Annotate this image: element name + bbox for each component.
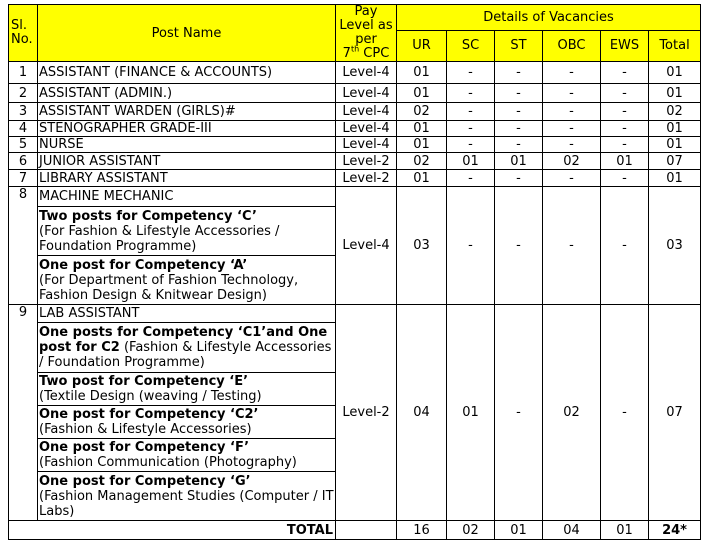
total-row [9, 521, 701, 540]
row-post-name: ASSISTANT WARDEN (GIRLS)# [38, 103, 336, 121]
row-obc: - [543, 103, 601, 121]
row-obc: 02 [543, 153, 601, 170]
row-obc: - [543, 170, 601, 187]
row-st: 01 [495, 153, 543, 170]
competency-title: One post for Competency ‘G’ [39, 473, 251, 489]
row-post-name: ASSISTANT (FINANCE & ACCOUNTS) [38, 62, 336, 84]
row-ur: 01 [397, 121, 447, 137]
row-ews: - [601, 84, 649, 103]
row-total: 01 [649, 121, 701, 137]
row-ur: 04 [397, 305, 447, 521]
row-level: Level-2 [336, 305, 397, 521]
header-vacancies: Details of Vacancies [397, 5, 701, 31]
header-pay-level: Pay Level as per 7th CPC [336, 5, 397, 62]
row-sc: - [447, 62, 495, 84]
total-label: TOTAL [9, 521, 336, 540]
row-ews: - [601, 62, 649, 84]
row-st: - [495, 121, 543, 137]
total-st: 01 [495, 521, 543, 540]
row-post-name: MACHINE MECHANIC [38, 187, 336, 207]
header-ur: UR [397, 30, 447, 61]
row-level: Level-4 [336, 103, 397, 121]
table-row-lab-assistant [9, 305, 701, 323]
row-total: 07 [649, 153, 701, 170]
row-total: 01 [649, 84, 701, 103]
competency-a-cell [38, 256, 336, 305]
row-level: Level-4 [336, 62, 397, 84]
header-ews: EWS [601, 30, 649, 61]
row-slno: 9 [9, 305, 38, 521]
row-obc: - [543, 121, 601, 137]
competency-c2-cell [38, 406, 336, 439]
row-ur: 02 [397, 153, 447, 170]
row-st: - [495, 84, 543, 103]
row-ur: 02 [397, 103, 447, 121]
row-ews: - [601, 187, 649, 305]
row-st: - [495, 170, 543, 187]
competency-title: Two posts for Competency ‘C’ [39, 208, 257, 224]
row-sc: - [447, 121, 495, 137]
row-slno: 7 [9, 170, 38, 187]
row-ews: - [601, 305, 649, 521]
competency-c1-c2-cell [38, 323, 336, 373]
row-slno: 4 [9, 121, 38, 137]
row-sc: - [447, 170, 495, 187]
row-st: - [495, 62, 543, 84]
row-slno: 1 [9, 62, 38, 84]
competency-title: One posts for Competency ‘C1’and One post for C2 [39, 325, 328, 355]
row-post-name: ASSISTANT (ADMIN.) [38, 84, 336, 103]
row-obc: - [543, 137, 601, 153]
table-row [9, 103, 701, 121]
header-total: Total [649, 30, 701, 61]
row-ur: 01 [397, 170, 447, 187]
row-slno: 2 [9, 84, 38, 103]
row-st: - [495, 187, 543, 305]
row-sc: - [447, 84, 495, 103]
row-total: 03 [649, 187, 701, 305]
competency-desc: (For Department of Fashion Technology, Fashion Design & Knitwear Design) [39, 272, 299, 303]
row-level: Level-4 [336, 137, 397, 153]
row-post-name: STENOGRAPHER GRADE-III [38, 121, 336, 137]
row-ur: 01 [397, 84, 447, 103]
competency-title: One post for Competency ‘C2’ [39, 407, 259, 422]
table-row [9, 84, 701, 103]
total-total: 24* [649, 521, 701, 540]
row-level: Level-4 [336, 121, 397, 137]
table-row-machine-mechanic [9, 187, 701, 207]
competency-e-cell [38, 373, 336, 406]
competency-desc: (Textile Design (weaving / Testing) [39, 389, 262, 404]
row-ews: - [601, 137, 649, 153]
competency-desc: (Fashion & Lifestyle Accessories / Foundation Programme) [39, 340, 332, 370]
table-row [9, 153, 701, 170]
row-obc: 02 [543, 305, 601, 521]
row-total: 01 [649, 170, 701, 187]
row-ur: 01 [397, 137, 447, 153]
header-obc: OBC [543, 30, 601, 61]
row-obc: - [543, 62, 601, 84]
row-ews: - [601, 103, 649, 121]
row-post-name: LAB ASSISTANT [38, 305, 336, 323]
row-ews: 01 [601, 153, 649, 170]
row-total: 01 [649, 62, 701, 84]
row-obc: - [543, 84, 601, 103]
header-st: ST [495, 30, 543, 61]
competency-desc: (Fashion Management Studies (Computer / IT Labs) [39, 488, 334, 519]
header-post-name: Post Name [38, 5, 336, 62]
header-slno: Sl. No. [9, 5, 38, 62]
competency-title: One post for Competency ‘F’ [39, 440, 250, 455]
row-post-name: NURSE [38, 137, 336, 153]
row-slno: 6 [9, 153, 38, 170]
competency-desc: (Fashion Communication (Photography) [39, 455, 297, 470]
row-sc: - [447, 137, 495, 153]
competency-desc: (Fashion & Lifestyle Accessories) [39, 422, 252, 437]
row-st: - [495, 137, 543, 153]
table-row [9, 62, 701, 84]
competency-g-cell [38, 472, 336, 521]
row-level: Level-4 [336, 84, 397, 103]
row-obc: - [543, 187, 601, 305]
competency-f-cell [38, 439, 336, 472]
row-ews: - [601, 121, 649, 137]
total-level-empty [336, 521, 397, 540]
row-total: 01 [649, 137, 701, 153]
total-ews: 01 [601, 521, 649, 540]
row-st: - [495, 103, 543, 121]
header-sc: SC [447, 30, 495, 61]
row-sc: - [447, 103, 495, 121]
competency-title: One post for Competency ‘A’ [39, 257, 248, 273]
total-ur: 16 [397, 521, 447, 540]
total-sc: 02 [447, 521, 495, 540]
row-slno: 8 [9, 187, 38, 305]
row-ur: 01 [397, 62, 447, 84]
total-obc: 04 [543, 521, 601, 540]
row-total: 02 [649, 103, 701, 121]
row-slno: 3 [9, 103, 38, 121]
row-total: 07 [649, 305, 701, 521]
table-row [9, 121, 701, 137]
row-level: Level-2 [336, 153, 397, 170]
row-post-name: LIBRARY ASSISTANT [38, 170, 336, 187]
competency-c-cell [38, 207, 336, 256]
table-row [9, 137, 701, 153]
row-level: Level-4 [336, 187, 397, 305]
row-st: - [495, 305, 543, 521]
row-ur: 03 [397, 187, 447, 305]
row-post-name: JUNIOR ASSISTANT [38, 153, 336, 170]
competency-title: Two post for Competency ‘E’ [39, 374, 249, 389]
table-row [9, 170, 701, 187]
row-sc: 01 [447, 153, 495, 170]
vacancy-table [8, 4, 701, 540]
row-ews: - [601, 170, 649, 187]
row-level: Level-2 [336, 170, 397, 187]
row-slno: 5 [9, 137, 38, 153]
row-sc: 01 [447, 305, 495, 521]
row-sc: - [447, 187, 495, 305]
competency-desc: (For Fashion & Lifestyle Accessories / Foundation Programme) [39, 223, 280, 254]
